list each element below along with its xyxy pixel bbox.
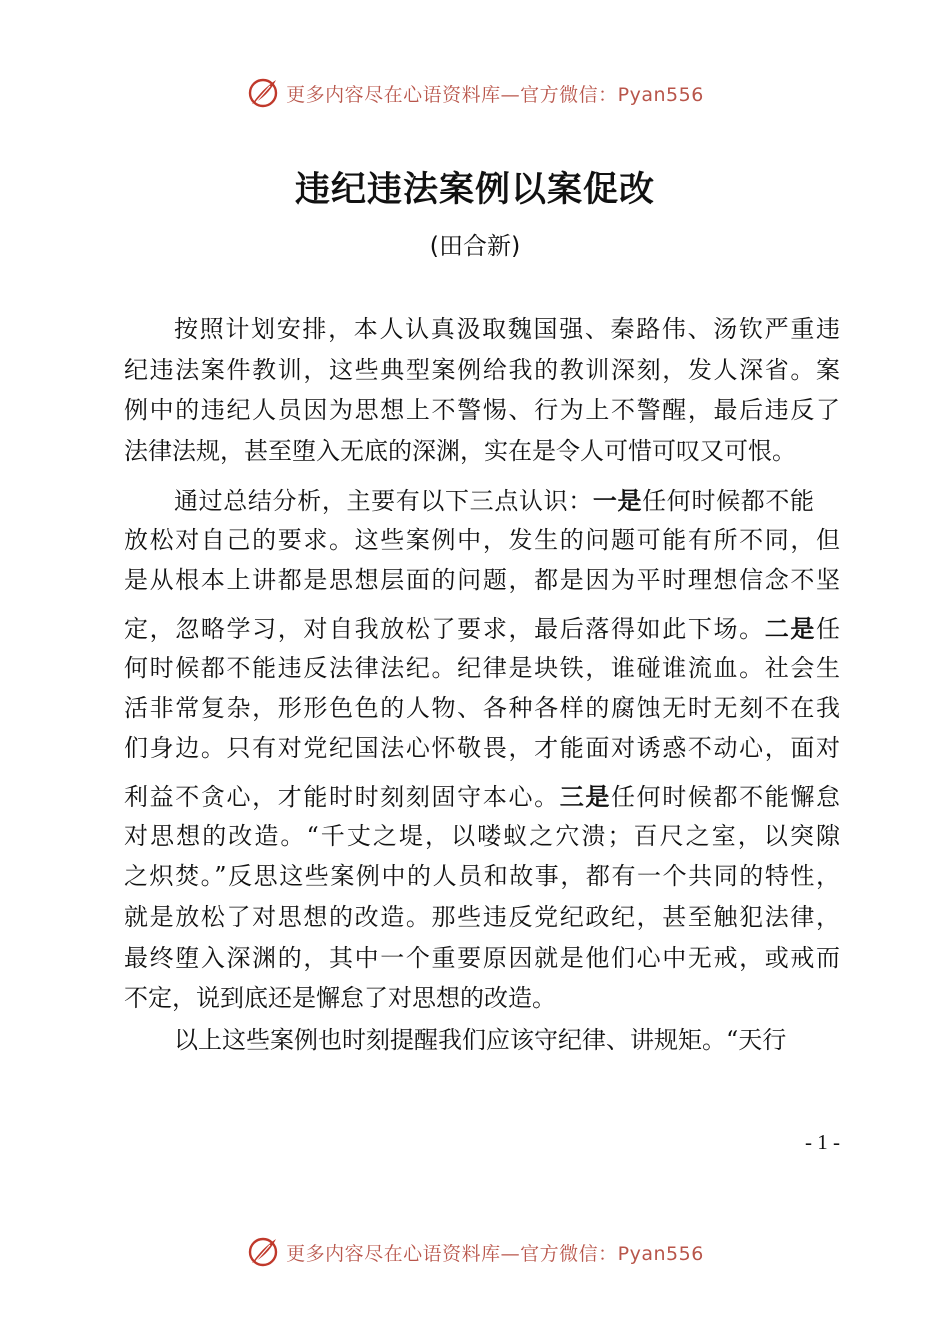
red-quill-circle-icon — [246, 76, 280, 110]
text-run: 例中的违纪人员因为思想上不警惕、行为上不警醒，最后违反了 — [124, 396, 840, 424]
text-run: 活非常复杂，形形色色的人物、各种各样的腐蚀无时无刻不在我 — [124, 694, 840, 722]
text-run: 定，忽略学习，对自我放松了要求，最后落得如此下场。 — [124, 615, 765, 643]
text-run: 按照计划安排，本人认真汲取魏国强、秦路伟、汤钦严重违 — [174, 315, 840, 343]
body-line — [124, 779, 840, 815]
text-run: 不定，说到底还是懈怠了对思想的改造。 — [124, 984, 556, 1012]
body-line — [124, 730, 840, 766]
header-banner — [0, 73, 950, 113]
text-run: 任何时候都不能懈怠 — [610, 783, 840, 811]
body-line — [124, 562, 840, 598]
bold-lead: 三是 — [559, 783, 611, 811]
text-run: 就是放松了对思想的改造。那些违反党纪政纪，甚至触犯法律， — [124, 903, 840, 931]
banner-text: 更多内容尽在心语资料库—官方微信：Pyan556 — [286, 83, 704, 106]
footer-banner — [0, 1232, 950, 1272]
bold-lead: 二是 — [764, 615, 817, 643]
text-run: 利益不贪心，才能时时刻刻固守本心。 — [124, 783, 560, 811]
text-run: 最终堕入深渊的，其中一个重要原因就是他们心中无戒，或戒而 — [124, 944, 840, 972]
body-line — [124, 433, 840, 469]
text-run: 任 — [816, 615, 840, 643]
text-run: 通过总结分析，主要有以下三点认识： — [174, 487, 593, 515]
text-run: 们身边。只有对党纪国法心怀敬畏，才能面对诱惑不动心，面对 — [124, 734, 840, 762]
text-run: 任何时候都不能 — [642, 487, 814, 515]
text-run: 之炽焚。”反思这些案例中的人员和故事，都有一个共同的特性， — [124, 862, 840, 890]
body-line — [174, 483, 814, 519]
body-line — [124, 818, 840, 854]
body-line — [124, 940, 840, 976]
text-run: 是从根本上讲都是思想层面的问题，都是因为平时理想信念不坚 — [124, 566, 840, 594]
page-number: - 1 - — [805, 1130, 840, 1154]
body-line — [124, 611, 840, 647]
body-line — [124, 392, 840, 428]
body-line — [124, 690, 840, 726]
text-run: 纪违法案件教训，这些典型案例给我的教训深刻，发人深省。案 — [124, 356, 840, 384]
body-line — [124, 352, 840, 388]
text-run: 对思想的改造。“千丈之堤，以喽蚁之穴溃；百尺之室，以突隙 — [124, 822, 840, 850]
text-run: 法律法规，甚至堕入无底的深渊，实在是令人可惜可叹又可恨。 — [124, 437, 796, 465]
body-line — [124, 522, 840, 558]
text-run: 何时候都不能违反法律法纪。纪律是块铁，谁碰谁流血。社会生 — [124, 654, 840, 682]
document-title: 违纪违法案例以案促改 — [294, 169, 655, 210]
body-line — [124, 899, 840, 935]
wechat-handle: Pyan556 — [617, 83, 704, 106]
text-run: 放松对自己的要求。这些案例中，发生的问题可能有所不同，但 — [124, 526, 840, 554]
body-line — [124, 858, 840, 894]
body-line — [174, 311, 840, 347]
banner-text: 更多内容尽在心语资料库—官方微信：Pyan556 — [286, 1242, 704, 1265]
body-line — [124, 980, 840, 1016]
text-run: 以上这些案例也时刻提醒我们应该守纪律、讲规矩。“天行 — [174, 1026, 787, 1054]
wechat-handle: Pyan556 — [617, 1242, 704, 1265]
bold-lead: 一是 — [592, 487, 643, 515]
document-author: (田合新) — [429, 232, 521, 260]
body-line — [174, 1022, 814, 1058]
body-line — [124, 650, 840, 686]
red-quill-circle-icon — [246, 1235, 280, 1269]
